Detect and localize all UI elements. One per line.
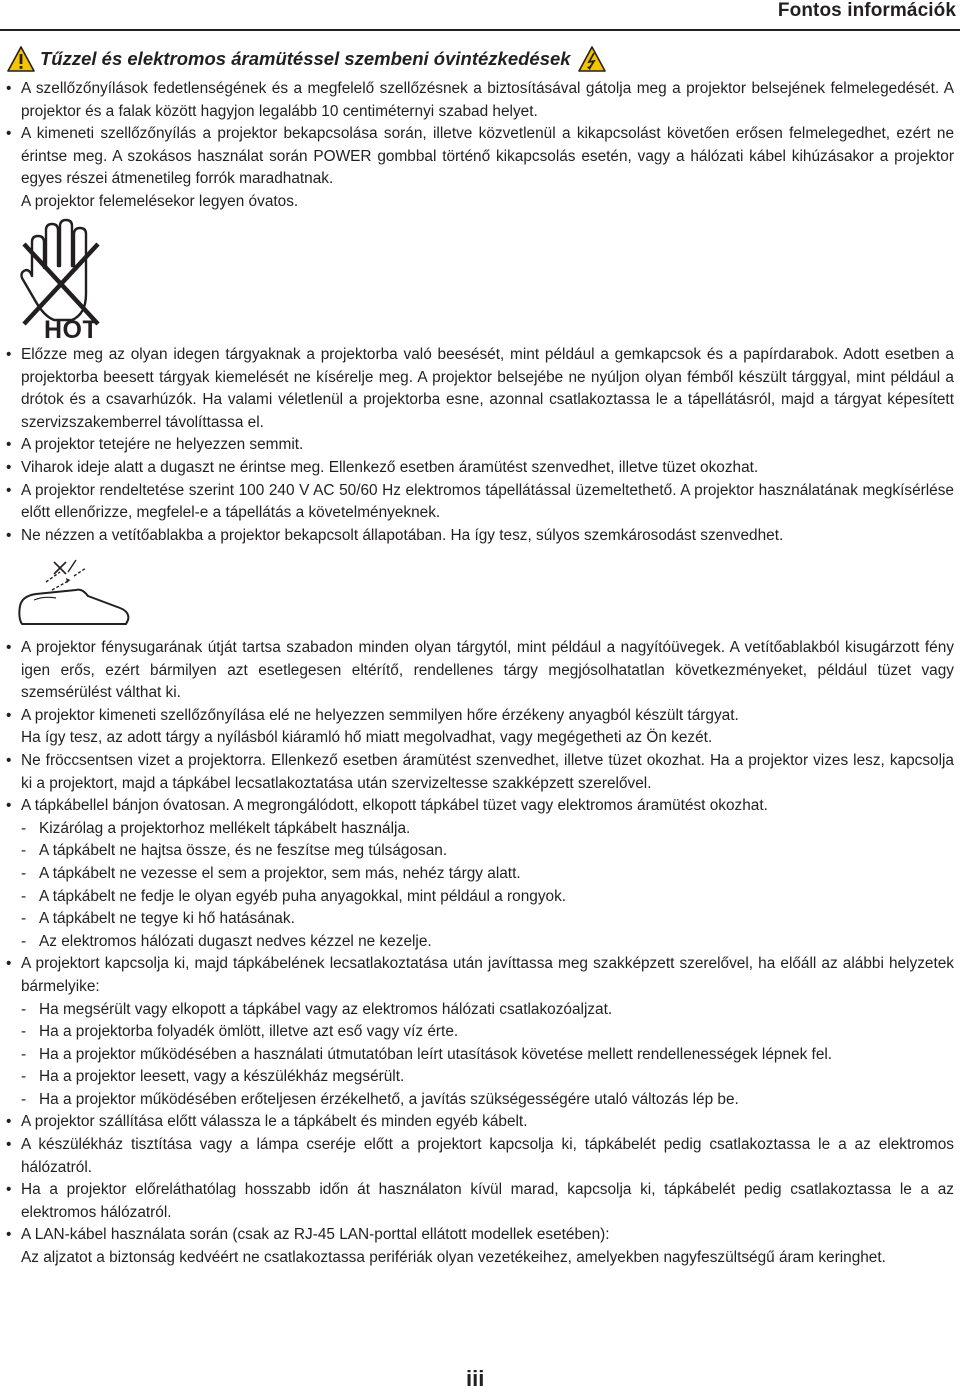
list-item-text: Viharok ideje alatt a dugaszt ne érintse meg. Ellenkező esetben áramütést szenvedhet, illetve tüzet okozhat. [21,458,759,476]
list-item-text: Ha a projektor előreláthatólag hosszabb időn át használaton kívül marad, kapcsolja ki, tápkábelét pedig csatlakoztassa le a az elektromos hálózatról. [21,1181,954,1221]
list-item [6,750,954,795]
dash: - [21,1068,27,1086]
list-item-text: A tápkábellel bánjon óvatosan. A megrongálódott, elkopott tápkábel tüzet vagy elektromos áramütést okozhat. [21,797,768,815]
sub-list-item-text: Ha a projektor működésében a használati útmutatóban leírt utasítások követése mellett rendellenességek lépnek fel. [39,1045,833,1063]
list-item [6,525,954,548]
list-item [6,123,954,191]
list-item [6,705,954,728]
bullet: • [6,481,12,499]
warning-triangle-icon [6,45,36,73]
sub-list-item [6,818,954,841]
list-item [6,480,954,525]
list-item [6,434,954,457]
bullet: • [6,458,12,476]
list-item [6,1134,954,1179]
sub-list-item-text: A tápkábelt ne vezesse el sem a projektor, sem más, nehéz tárgy alatt. [39,864,521,882]
sub-list-item-text: Az elektromos hálózati dugaszt nedves kézzel ne kezelje. [39,932,432,950]
dash: - [21,1023,27,1041]
dash: - [21,932,27,950]
list-item-text: A projektor szállítása előtt válassza le a tápkábelt és minden egyéb kábelt. [21,1113,528,1131]
sub-list-item [6,840,954,863]
bullet: • [6,706,12,724]
list-item-text: A kimeneti szellőzőnyílás a projektor bekapcsolása során, illetve közvetlenül a kikapcsolást követően erősen felmelegedhet, ezért ne érintse meg. A szokásos használat során POWER gombbal történő kikapcsolás esetén, vagy a hálózati kábel kihúzásakor a projektor egyes részei átmenetileg forrók maradhatnak. [21,125,954,188]
bullet: • [6,1113,12,1131]
list-item-text: A projektort kapcsolja ki, majd tápkábelének lecsatlakoztatása után javíttassa meg szakképzett szerelővel, ha előáll az alábbi helyzetek bármelyike: [21,955,954,995]
list-item-text: A LAN-kábel használata során (csak az RJ-45 LAN-porttal ellátott modellek esetében): [21,1226,610,1244]
list-item-text: Ne fröccsentsen vizet a projektorra. Ellenkező esetben áramütést szenvedhet, illetve tüzet okozhat. Ha a projektor vizes lesz, kapcsolja ki a projektort, majd a tápkábel lecsatlakoztatása után szervizeltesse szakképzett szerelővel. [21,751,954,792]
dash: - [21,842,27,860]
list-item [6,1179,954,1224]
list-item-text: A projektor fénysugarának útját tartsa szabadon minden olyan tárgytól, mint például a nagyítóüvegek. A vetítőablakból kisugárzott fény igen erős, ezért bármilyen azt esetlegesen eltérítő, rendellenes tárgy megjósolhatatlan következményeket, például tüzet vagy szemsérülést válthat ki. [21,639,954,702]
list-item [6,457,954,480]
list-item-text: A szellőzőnyílások fedetlenségének és a megfelelő szellőzésnek a biztosításával gátolja meg a projektor belsejének felmelegedését. A projektor és a falak között hagyjon legalább 10 centiméternyi szabad helyet. [21,80,954,120]
do-not-look-into-lens-icon [16,556,134,626]
sub-list-item-text: A tápkábelt ne hajtsa össze, és ne feszítse meg túlságosan. [39,842,448,860]
list-item [6,637,954,705]
list-item-text: Előzze meg az olyan idegen tárgyaknak a projektorba való beesését, mint például a gemkapcsok és a papírdarabok. Adott esetben a projektorba beesett tárgyak kiemelését ne kísérelje meg. A projektor belsejébe ne nyúljon olyan fémből készült tárggyal, mint például a drótok és a csavarhúzók. Ha valami véletlenül a projektorba esne, azonnal csatlakoztassa le a tápellátásról, majd a tárgyat képesített szervizszakemberrel távolíttassa el. [21,346,954,431]
sub-list-item [6,1044,954,1067]
sub-list-item [6,886,954,909]
block-precautions [6,637,954,1270]
page-header-title: Fontos információk [777,0,956,21]
dash: - [21,910,27,928]
list-item [6,1224,954,1247]
list-item-text: A projektor kimeneti szellőzőnyílása elé ne helyezzen semmilyen hőre érzékeny anyagból készült tárgyat. [21,706,739,724]
sub-list-item-text: Ha a projektorba folyadék ömlött, illetve azt eső vagy víz érte. [39,1023,459,1041]
block-ventilation [6,78,954,214]
block-foreign-objects [6,344,954,547]
sub-list-item-text: A tápkábelt ne fedje le olyan egyéb puha anyagokkal, mint például a rongyok. [39,887,567,905]
bullet: • [6,751,12,769]
bullet: • [6,526,12,544]
sub-list-item [6,1066,954,1089]
bullet: • [6,639,12,656]
bullet: • [6,1181,12,1199]
list-item [6,795,954,818]
sub-list-item [6,863,954,886]
sub-list-item [6,999,954,1022]
dash: - [21,1045,27,1063]
list-item-text: A projektor tetejére ne helyezzen semmit. [21,436,304,454]
dash: - [21,864,27,882]
section-heading-text: Tűzzel és elektromos áramütéssel szembeni óvintézkedések [40,48,571,69]
sub-list-item [6,1021,954,1044]
sub-list-item-text: A tápkábelt ne tegye ki hő hatásának. [39,910,295,928]
electric-shock-warning-icon [577,45,607,73]
dash: - [21,1000,27,1018]
list-item-text: A projektor rendeltetése szerint 100 240 V AC 50/60 Hz elektromos tápellátással üzemeltethető. A projektor használatának megkísérlése előtt ellenőrizze, megfelel-e a tápellátás a követelményeknek. [21,481,954,522]
sub-list-item-text: Kizárólag a projektorhoz mellékelt tápkábelt használja. [39,819,411,837]
section-heading [6,44,607,74]
header-rule [0,29,960,31]
sub-list-item-text: Ha a projektor működésében erőteljesen érzékelhető, a javítás szükségességére utaló változás lép be. [39,1090,739,1108]
sub-list-item-text: Ha a projektor leesett, vagy a készülékház megsérült. [39,1068,405,1086]
list-item [6,344,954,434]
list-item [6,1111,954,1134]
sub-list-item-text: Ha megsérült vagy elkopott a tápkábel vagy az elektromos hálózati csatlakozóaljzat. [39,1000,613,1018]
bullet: • [6,436,12,454]
bullet: • [6,797,12,815]
continuation-text: A projektor felemelésekor legyen óvatos. [21,192,299,210]
bullet: • [6,346,12,363]
sub-list-item [6,908,954,931]
dash: - [21,819,27,837]
bullet: • [6,955,12,973]
dash: - [21,887,27,905]
continuation-text: Ha így tesz, az adott tárgy a nyílásból kiáramló hő miatt megolvadhat, vagy megégetheti az Ön kezét. [21,729,713,747]
hot-label: HOT [44,316,99,344]
bullet: • [6,1226,12,1244]
bullet: • [6,80,12,97]
list-item [6,78,954,123]
sub-list-item [6,1089,954,1112]
list-item-text: Ne nézzen a vetítőablakba a projektor bekapcsolt állapotában. Ha így tesz, súlyos szemkárosodást szenvedhet. [21,526,784,544]
dash: - [21,1090,27,1108]
continuation-text: Az aljzatot a biztonság kedvéért ne csatlakoztassa perifériák olyan vezetékeihez, amelyekben nagyfeszültségű áram keringhet. [21,1249,886,1267]
bullet: • [6,125,12,143]
bullet: • [6,1136,12,1154]
page-number: iii [466,1366,485,1391]
list-item [6,953,954,998]
sub-list-item [6,931,954,954]
list-item-text: A készülékház tisztítása vagy a lámpa cseréje előtt a projektort kapcsolja ki, tápkábelét pedig csatlakoztassa le a az elektromos hálózatról. [21,1136,954,1176]
